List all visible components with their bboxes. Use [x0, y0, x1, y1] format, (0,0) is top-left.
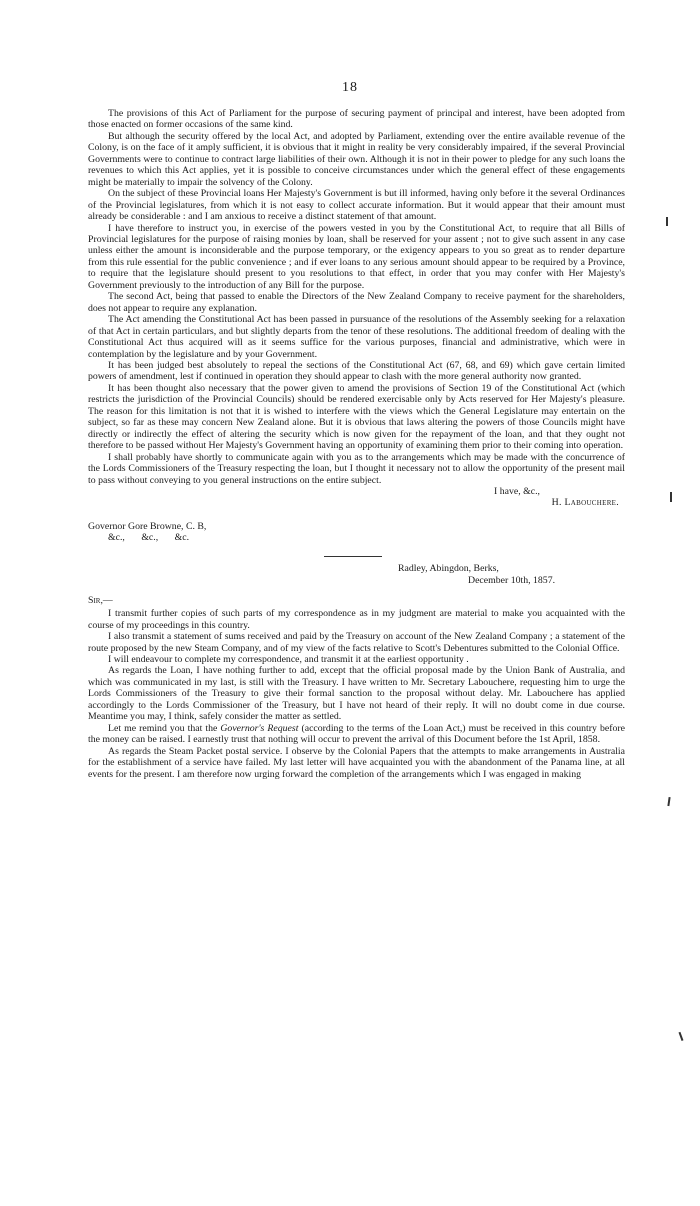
paragraph [88, 723, 625, 746]
paragraph: I will endeavour to complete my correspondence, and transmit it at the earliest opportunity . [108, 654, 469, 666]
divider [324, 556, 382, 557]
italic-phrase: Governor's Request [220, 722, 299, 734]
letter-place: Radley, Abingdon, Berks, [398, 562, 499, 574]
margin-mark [667, 797, 670, 806]
paragraph: I have therefore to instruct you, in exercise of the powers vested in you by the Constitutional Act, to require that all Bills of Provincial legislatures for the purpose of raising monies by loan, shall be reserved for your assent ; not to give such assent in any case unless either the amount is inconsiderable and the purpose temporary, or the exigency appears to you so great as to render departure from this rule essential for the public convenience ; and if ever loans to any serious amount should appear to be required by a Province, to require that the legislature should present to you resolutions to that effect, in order that you may confer with Her Majesty's Government previously to the introduction of any Bill for the purpose. [88, 222, 625, 291]
margin-mark [670, 492, 672, 502]
paragraph: As regards the Steam Packet postal service. I observe by the Colonial Papers that the attempts to make arrangements in Australia for the establishment of a service have failed. My last letter will have acquainted you with the abandonment of the Panama line, at all events for the present. I am therefore now urging forward the completion of the arrangements which I was engaged in making [88, 745, 625, 780]
text-run: Let me remind you that the [108, 722, 221, 734]
margin-mark [679, 1032, 683, 1041]
document-body [88, 108, 625, 780]
paragraph: The second Act, being that passed to enable the Directors of the New Zealand Company to receive payment for the shareholders, does not appear to require any explanation. [88, 291, 625, 314]
paragraph: The Act amending the Constitutional Act has been passed in pursuance of the resolutions of the Assembly seeking for a relaxation of that Act in certain particulars, and but slightly departs from the tenor of these resolutions. The additional freedom of dealing with the Constitutional Act thus acquired will as it seems suffice for the various purposes, financial and administrative, which were in contemplation by the legislature and by your Government. [88, 314, 625, 360]
paragraph: On the subject of these Provincial loans Her Majesty's Government is but ill informed, having only before it the several Ordinances of the Provincial legislatures, from which it is not easy to collect accurate information. But it would appear that their amount must already be considerable : and I am anxious to receive a distinct statement of that amount. [88, 188, 625, 223]
page-number: 18 [342, 80, 358, 95]
addressee-etc: &c., &c., &c. [108, 532, 190, 544]
margin-mark [666, 217, 668, 226]
paragraph: I transmit further copies of such parts of my correspondence as in my judgment are material to make you acquainted with the course of my proceedings in this country. [88, 608, 625, 631]
paragraph: The provisions of this Act of Parliament for the purpose of securing payment of principal and interest, have been adopted from those enacted on former occasions of the same kind. [88, 108, 625, 131]
letter-date: December 10th, 1857. [468, 574, 556, 586]
closing: I have, &c., [494, 485, 540, 497]
paragraph: I shall probably have shortly to communicate again with you as to the arrangements which may be made with the concurrence of the Lords Commissioners of the Treasury respecting the loan, but I thought it necessary not to allow the opportunity of the present mail to pass without conveying to you general instructions on the entire subject. [88, 451, 625, 486]
paragraph: As regards the Loan, I have nothing further to add, except that the official proposal made by the Union Bank of Australia, and which was communicated in my last, is still with the Treasury. I have written to Mr. Secretary Labouchere, requesting him to urge the Lords Commissioners of the Treasury to give their formal sanction to the proposal without delay. Mr. Labouchere has applied accordingly to the Lords Commissioner of the Treasury, but I have not heard of their reply. It will no doubt come in due course. Meantime you may, I think, safely consider the matter as settled. [88, 665, 625, 723]
paragraph: It has been judged best absolutely to repeal the sections of the Constitutional Act (67, 68, and 69) which gave certain limited powers of amendment, lest if continued in operation they should appear to clash with the more general authority now granted. [88, 359, 625, 383]
signature: H. Labouchere. [551, 497, 619, 509]
letter-heading [88, 563, 625, 587]
addressee-block [88, 521, 625, 544]
text-run: (according to the terms of the Loan Act,) must be received in this country before the money can be raised. I earnestly trust that nothing will occur to prevent the arrival of this Document before the 1st April, 1858. [88, 722, 626, 746]
addressee: Governor Gore Browne, C. B, [88, 520, 207, 532]
paragraph: I also transmit a statement of sums received and paid by the Treasury on account of the New Zealand Company ; a statement of the route proposed by the new Steam Company, and of my view of the facts relative to Scott's Debentures submitted to the Colonial Office. [88, 631, 625, 654]
salutation: Sir,— [88, 594, 113, 606]
paragraph: But although the security offered by the local Act, and adopted by Parliament, extending over the entire available revenue of the Colony, is on the face of it amply sufficient, it is obvious that it might in reality be very considerably impaired, if the several Provincial Governments were to continue to contract large liabilities of their own. Although it is not in their power to pledge for any such loans the revenues to which this Act applies, yet it is possible to conceive circumstances under which the general effect of these engagements might be materially to impair the solvency of the Colony. [88, 130, 625, 188]
paragraph: It has been thought also necessary that the power given to amend the provisions of Section 19 of the Constitutional Act (which restricts the jurisdiction of the Provincial Councils) should be rendered exercisable only by Acts reserved for Her Majesty's pleasure. The reason for this limitation is not that it is wished to interfere with the views which the General Legislature may entertain on the subject, so far as these may concern New Zealand alone. But it is obvious that laws altering the powers of those Councils might have directly or indirectly the effect of altering the security which is now given for the repayment of the loan, and that they ought not therefore to be passed without Her Majesty's Government having an opportunity of examining them prior to their coming into operation. [88, 382, 625, 452]
